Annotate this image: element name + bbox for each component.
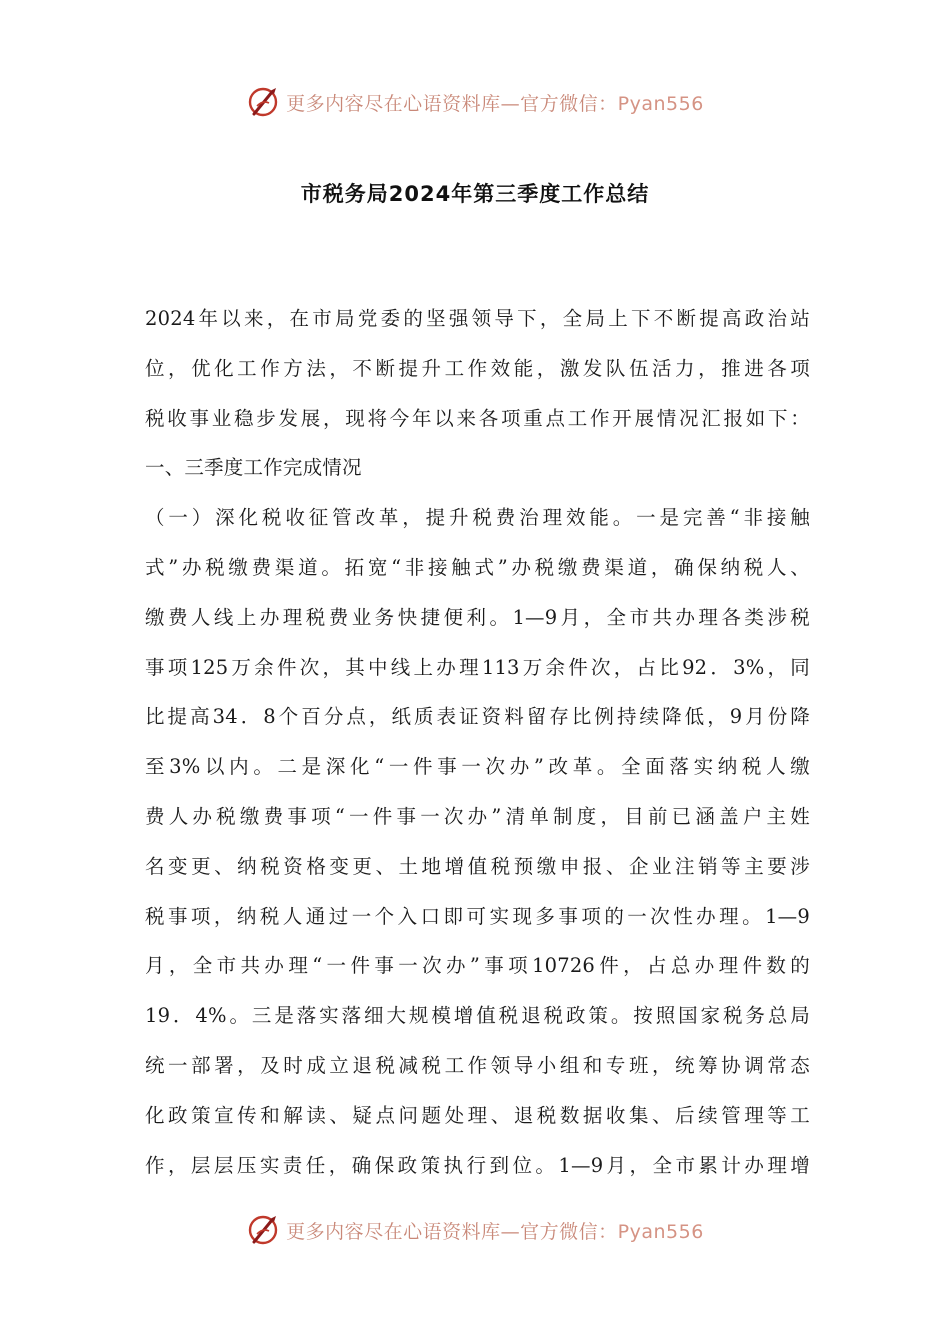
banner-text: 更多内容尽在心语资料库—官方微信：Pyan556 (286, 1220, 704, 1243)
header-banner (0, 82, 950, 122)
text-line: 税收事业稳步发展，现将今年以来各项重点工作开展情况汇报如下： (145, 406, 810, 430)
text-line: 税事项，纳税人通过一个入口即可实现多事项的一次性办理。1—9 (145, 904, 810, 928)
document-body (145, 294, 810, 1190)
text-line: 19．4%。三是落实落细大规模增值税退税政策。按照国家税务总局 (145, 1004, 810, 1028)
pen-logo-icon (246, 84, 282, 120)
section-heading: 一、三季度工作完成情况 (145, 456, 362, 480)
footer-banner (0, 1210, 950, 1250)
text-line: 位，优化工作方法，不断提升工作效能，激发队伍活力，推进各项 (145, 356, 810, 380)
text-line: 月，全市共办理“一件事一次办”事项10726件，占总办理件数的 (145, 954, 810, 978)
wechat-id: Pyan556 (617, 1220, 704, 1243)
text-line: 比提高34．8个百分点，纸质表证资料留存比例持续降低，9月份降 (145, 705, 810, 729)
pen-logo-icon (246, 1212, 282, 1248)
text-line: 式”办税缴费渠道。拓宽“非接触式”办税缴费渠道，确保纳税人、 (145, 555, 810, 579)
wechat-id: Pyan556 (617, 92, 704, 115)
text-line: 费人办税缴费事项“一件事一次办”清单制度，目前已涵盖户主姓 (145, 804, 810, 828)
document-title: 市税务局2024年第三季度工作总结 (300, 182, 650, 206)
text-line: 作，层层压实责任，确保政策执行到位。1—9月，全市累计办理增 (145, 1153, 810, 1177)
text-line: 化政策宣传和解读、疑点问题处理、退税数据收集、后续管理等工 (145, 1103, 810, 1127)
text-line: 名变更、纳税资格变更、土地增值税预缴申报、企业注销等主要涉 (145, 854, 810, 878)
text-line: （一）深化税收征管改革，提升税费治理效能。一是完善“非接触 (145, 506, 810, 530)
text-line: 事项125万余件次，其中线上办理113万余件次，占比92．3%，同 (145, 655, 810, 679)
text-line: 统一部署，及时成立退税减税工作领导小组和专班，统筹协调常态 (145, 1053, 810, 1077)
text-line: 缴费人线上办理税费业务快捷便利。1—9月，全市共办理各类涉税 (145, 605, 810, 629)
banner-text: 更多内容尽在心语资料库—官方微信：Pyan556 (286, 92, 704, 115)
text-line: 2024年以来，在市局党委的坚强领导下，全局上下不断提高政治站 (145, 307, 810, 330)
text-line: 至3%以内。二是深化“一件事一次办”改革。全面落实纳税人缴 (145, 755, 810, 779)
